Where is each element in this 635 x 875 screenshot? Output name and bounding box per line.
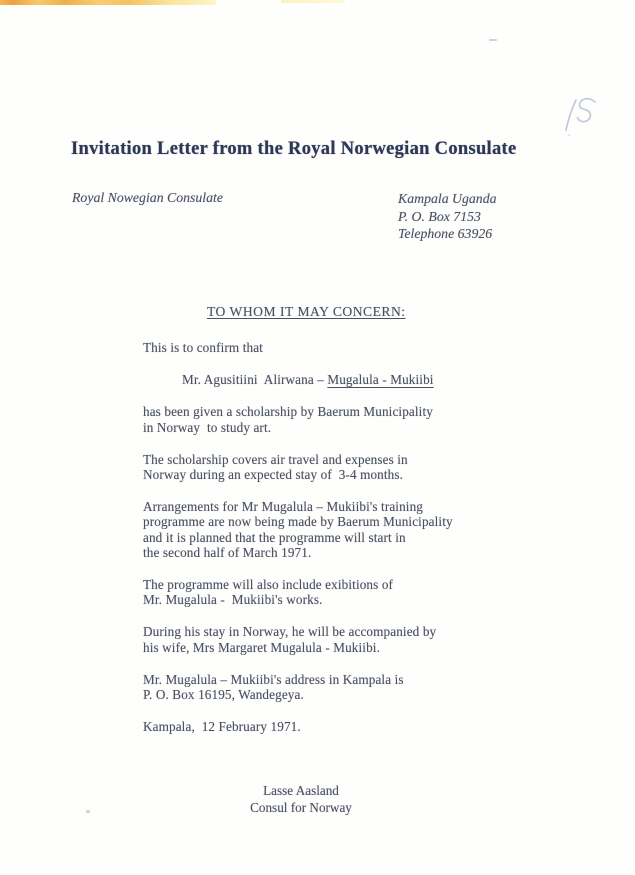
letter-body	[143, 340, 503, 734]
signature-title: Consul for Norway	[250, 800, 352, 815]
address-pobox: P. O. Box 7153	[398, 208, 481, 224]
recipient-name-line	[182, 372, 503, 387]
recipient-name-prefix: Mr. Agusitiini Alirwana –	[182, 372, 328, 388]
paragraph-line: the second half of March 1971.	[143, 544, 312, 560]
paragraph-line: and it is planned that the programme will start in	[143, 529, 406, 545]
paragraph-line: has been given a scholarship by Baerum Municipality	[143, 404, 433, 420]
paragraph-exhibitions	[143, 577, 503, 607]
sender-name: Royal Nowegian Consulate	[72, 190, 223, 205]
paragraph-arrangements	[143, 499, 503, 560]
paragraph-line: P. O. Box 16195, Wandegeya.	[143, 687, 304, 703]
paragraph-line: Norway during an expected stay of 3-4 months.	[143, 467, 404, 483]
recipient-name-underlined: Mugalula - Mukiibi	[327, 372, 434, 388]
paragraph-scholarship	[143, 404, 503, 434]
scan-artifact-strip-faint	[281, 0, 345, 3]
salutation: TO WHOM IT MAY CONCERN:	[207, 304, 406, 319]
address-telephone: Telephone 63926	[398, 226, 493, 241]
paragraph-line: Mr. Mugalula – Mukiibi's address in Kampala is	[143, 671, 404, 687]
dateline-text: Kampala, 12 February 1971.	[143, 719, 301, 735]
paragraph-line: in Norway to study art.	[143, 419, 272, 435]
dateline	[143, 719, 503, 734]
paragraph-wife	[143, 624, 503, 654]
page-title: Invitation Letter from the Royal Norwegian Consulate	[71, 139, 517, 159]
paragraph-travel	[143, 452, 503, 482]
paragraph-line: The scholarship covers air travel and expenses in	[143, 451, 408, 467]
paragraph-line: Arrangements for Mr Mugalula – Mukiibi's training	[143, 499, 424, 515]
paragraph-line: The programme will also include exibitions of	[143, 577, 394, 593]
handwritten-page-number	[557, 94, 603, 140]
paragraph-address	[143, 672, 503, 702]
paragraph-line: his wife, Mrs Margaret Mugalula - Mukiibi.	[143, 639, 381, 655]
intro-line: This is to confirm that	[143, 340, 263, 355]
scan-artifact-strip	[0, 0, 216, 5]
paragraph-line: programme are now being made by Baerum Municipality	[143, 514, 453, 530]
scan-speck	[86, 810, 90, 813]
paragraph-line: Mr. Mugalula - Mukiibi's works.	[143, 592, 323, 608]
paragraph-line: During his stay in Norway, he will be accompanied by	[143, 624, 437, 640]
letterhead-address	[398, 190, 497, 243]
signature-name: Lasse Aasland	[263, 783, 339, 798]
signature-block	[222, 782, 380, 816]
scan-speck	[489, 39, 497, 41]
pencil-mark-15-icon	[557, 94, 603, 140]
address-city: Kampala Uganda	[398, 191, 497, 206]
